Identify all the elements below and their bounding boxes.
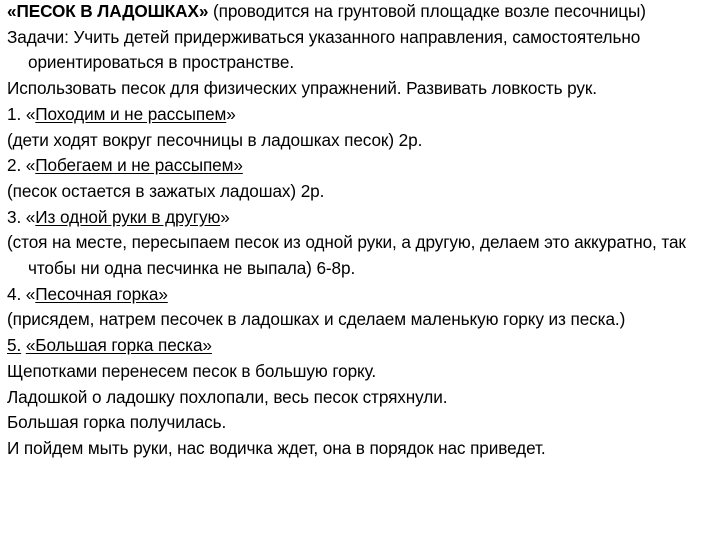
exercise-1-number: 1. xyxy=(7,103,26,124)
game-title-paragraph xyxy=(7,0,714,25)
exercise-3-heading xyxy=(7,205,714,231)
exercise-2-number: 2. « xyxy=(7,155,36,176)
verse-line-1: Щепотками перенесем песок в большую горку. xyxy=(7,360,377,381)
exercise-1-description: (дети ходят вокруг песочницы в ладошках песок) 2р. xyxy=(7,129,423,150)
exercise-2-description: (песок остается в зажатых ладошах) 2р. xyxy=(7,180,325,201)
verse-line-2: Ладошкой о ладошку похлопали, весь песок стряхнули. xyxy=(7,386,448,407)
exercise-4-number: 4. « xyxy=(7,283,36,304)
exercise-1-heading xyxy=(7,102,714,128)
verse-line-4: И пойдем мыть руки, нас водичка ждет, она в порядок нас приведет. xyxy=(7,437,546,458)
verse-line-3: Большая горка получилась. xyxy=(7,412,227,433)
game-location: (проводится на грунтовой площадке возле песочницы) xyxy=(208,1,646,21)
exercise-4-heading xyxy=(7,282,714,308)
exercise-1-name: Походим и не рассыпем xyxy=(35,103,227,124)
exercise-3-number: 3. « xyxy=(7,206,36,227)
tasks-paragraph: Задачи: Учить детей придерживаться указанного направления, самостоятельно ориентироваться в пространстве. xyxy=(7,26,641,73)
exercise-5-heading xyxy=(7,333,714,359)
exercise-4-description: (присядем, натрем песочек в ладошках и сделаем маленькую горку из песка.) xyxy=(7,309,626,330)
exercise-1-open-quote: « xyxy=(25,103,36,124)
exercise-4-name: Песочная горка» xyxy=(35,283,168,304)
exercise-2-heading xyxy=(7,153,714,179)
exercise-3-name: Из одной руки в другую xyxy=(35,206,221,227)
exercise-3-close-quote: » xyxy=(220,206,230,227)
exercise-5-name: «Большая горка песка» xyxy=(25,335,212,356)
exercise-2-name: Побегаем и не рассыпем» xyxy=(35,155,243,176)
exercise-3-description: (стоя на месте, пересыпаем песок из одной руки, а другую, делаем это аккуратно, так чтобы ни одна песчинка не выпала) 6-8р. xyxy=(7,232,686,279)
game-title: «ПЕСОК В ЛАДОШКАХ» xyxy=(7,1,209,21)
exercise-1-close-quote: » xyxy=(226,103,236,124)
game-description xyxy=(7,0,714,462)
use-sand-paragraph: Использовать песок для физических упражнений. Развивать ловкость рук. xyxy=(7,78,597,99)
exercise-5-number: 5. xyxy=(7,335,22,356)
